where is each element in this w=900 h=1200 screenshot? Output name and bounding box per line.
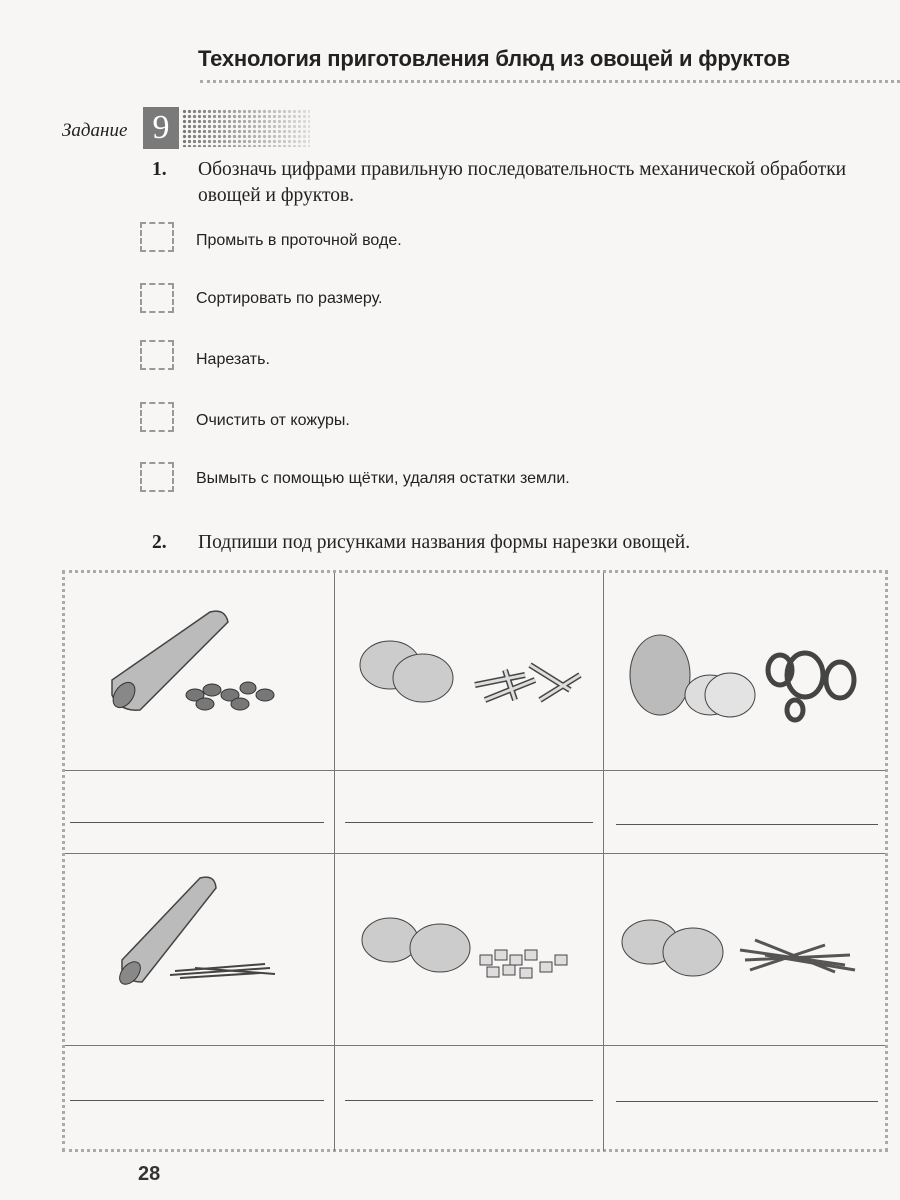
sequence-checkbox-2[interactable] <box>140 283 174 313</box>
onion-rings-image <box>620 630 870 725</box>
sequence-checkbox-3[interactable] <box>140 340 174 370</box>
carrot-rounds-image <box>100 600 320 720</box>
page-title: Технология приготовления блюд из овощей и фруктов <box>198 46 790 71</box>
answer-line-3[interactable] <box>616 824 878 825</box>
answer-line-1[interactable] <box>70 822 324 823</box>
option-label: Сортировать по размеру. <box>196 290 383 307</box>
sequence-checkbox-1[interactable] <box>140 222 174 252</box>
option-label: Вымыть с помощью щётки, удаляя остатки земли. <box>196 470 570 487</box>
grid-divider <box>334 573 335 1151</box>
answer-line-6[interactable] <box>616 1101 878 1102</box>
carrot-julienne-image <box>110 870 290 990</box>
answer-line-5[interactable] <box>345 1100 593 1101</box>
question-2-number: 2. <box>152 532 167 553</box>
option-label: Очистить от кожуры. <box>196 412 350 429</box>
option-label: Промыть в проточной воде. <box>196 232 402 249</box>
answer-line-4[interactable] <box>70 1100 324 1101</box>
answer-line-2[interactable] <box>345 822 593 823</box>
sequence-checkbox-4[interactable] <box>140 402 174 432</box>
dot-pattern-decoration <box>182 109 310 147</box>
grid-divider <box>603 573 604 1151</box>
question-1-number: 1. <box>152 159 167 180</box>
question-2-text: Подпиши под рисунками названия формы нарезки овощей. <box>198 532 691 553</box>
grid-divider <box>65 853 885 854</box>
grid-divider <box>65 1045 885 1046</box>
grid-divider <box>65 770 885 771</box>
potato-cubes-image <box>355 910 585 990</box>
question-1-text: Обозначь цифрами правильную последовательность механической обработки овощей и фруктов. <box>198 159 847 206</box>
page-number: 28 <box>138 1163 161 1185</box>
task-label: Задание <box>62 120 128 141</box>
title-divider <box>200 80 900 83</box>
task-number-badge: 9 <box>143 107 179 149</box>
potato-sticks-image <box>355 630 595 720</box>
sequence-checkbox-5[interactable] <box>140 462 174 492</box>
potato-straws-image <box>615 910 865 990</box>
option-label: Нарезать. <box>196 351 270 368</box>
